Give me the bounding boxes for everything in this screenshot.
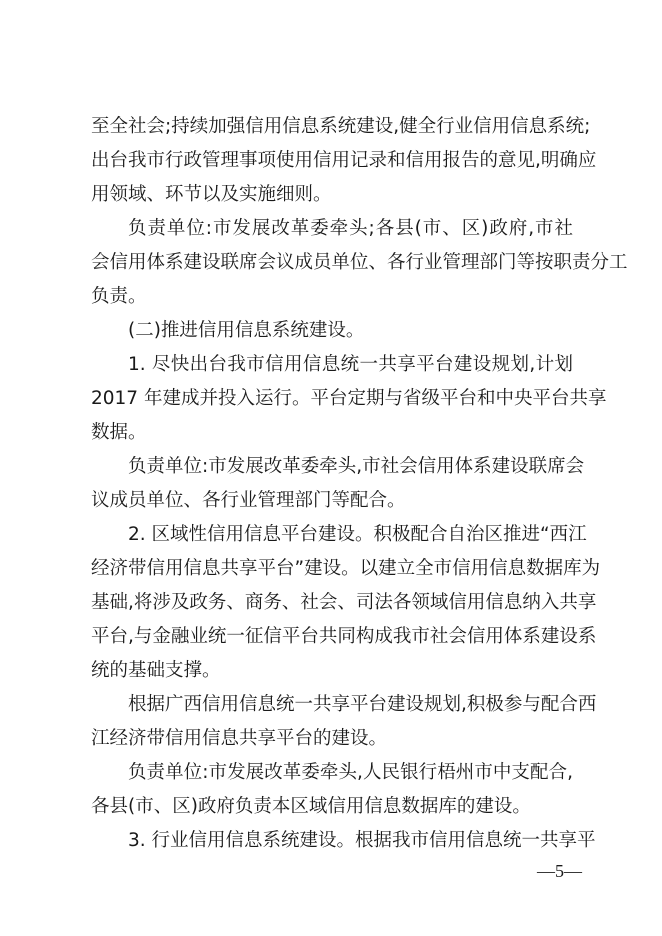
text-line: 2017 年建成并投入运行。平台定期与省级平台和中央平台共享 [91, 388, 607, 409]
text-line: 经济带信用信息共享平台”建设。以建立全市信用信息数据库为 [91, 558, 601, 579]
text-line: 负责单位:市发展改革委牵头,市社会信用体系建设联席会 [128, 456, 585, 477]
text-line: 3. 行业信用信息系统建设。根据我市信用信息统一共享平 [128, 830, 596, 851]
text-line: 负责单位:市发展改革委牵头,人民银行梧州市中支配合, [128, 762, 573, 783]
text-line: 江经济带信用信息共享平台的建设。 [91, 728, 388, 749]
text-line: 各县(市、区)政府负责本区域信用信息数据库的建设。 [91, 796, 531, 817]
text-line: 会信用体系建设联席会议成员单位、各行业管理部门等按职责分工 [91, 252, 628, 273]
text-line: 数据。 [91, 422, 147, 443]
text-line: 2. 区域性信用信息平台建设。积极配合自治区推进“西江 [128, 524, 587, 545]
section-heading: (二)推进信用信息系统建设。 [128, 320, 365, 341]
text-line: 平台,与金融业统一征信平台共同构成我市社会信用体系建设系 [91, 626, 597, 647]
text-line: 根据广西信用信息统一共享平台建设规划,积极参与配合西 [128, 694, 597, 715]
text-line: 至全社会;持续加强信用信息系统建设,健全行业信用信息系统; [91, 116, 591, 137]
text-line: 负责。 [91, 286, 147, 307]
text-line: 用领域、环节以及实施细则。 [91, 184, 332, 205]
text-line: 基础,将涉及政务、商务、社会、司法各领域信用信息纳入共享 [91, 592, 597, 613]
text-line: 统的基础支撑。 [91, 660, 221, 681]
page-number: —5— [537, 861, 582, 881]
text-line: 1. 尽快出台我市信用信息统一共享平台建设规划,计划 [128, 354, 573, 375]
text-line: 负责单位:市发展改革委牵头;各县(市、区)政府,市社 [128, 218, 573, 239]
text-line: 议成员单位、各行业管理部门等配合。 [91, 490, 406, 511]
text-line: 出台我市行政管理事项使用信用记录和信用报告的意见,明确应 [91, 150, 597, 171]
